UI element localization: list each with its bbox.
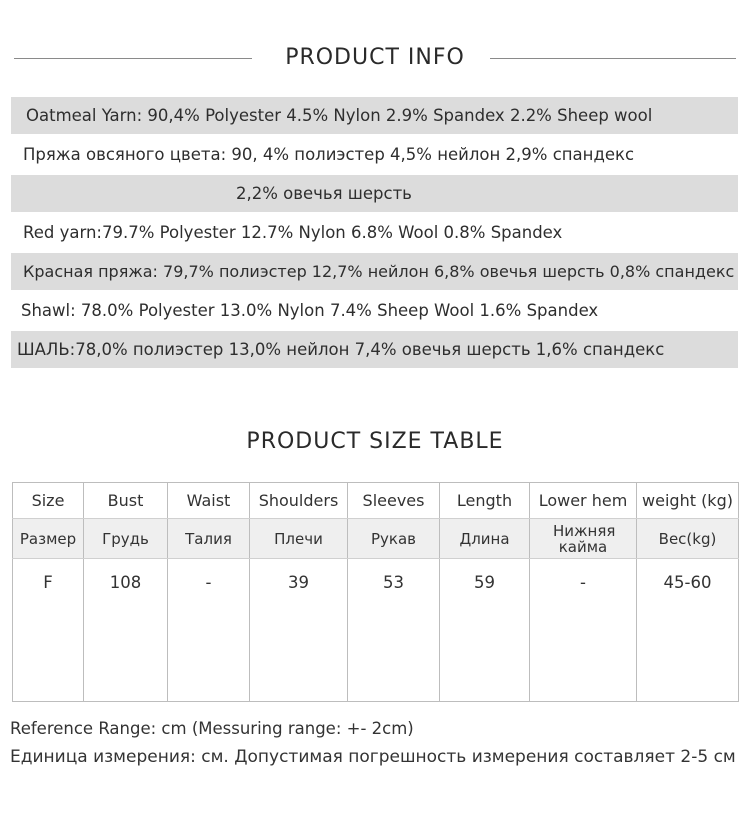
- product-info-title: PRODUCT INFO: [285, 45, 465, 70]
- header-bust: Bust: [84, 483, 168, 519]
- composition-row-shawl-en: [11, 292, 738, 329]
- composition-text: Красная пряжа: 79,7% полиэстер 12,7% нейлон 6,8% овечья шерсть 0,8% спандекс: [23, 262, 735, 281]
- composition-row-red-en: [11, 214, 738, 251]
- value-weight: 45-60: [637, 559, 739, 702]
- composition-text: ШАЛЬ:78,0% полиэстер 13,0% нейлон 7,4% овечья шерсть 1,6% спандекс: [17, 340, 665, 359]
- header-size-ru: Размер: [13, 519, 84, 559]
- value-bust: 108: [84, 559, 168, 702]
- composition-text: Shawl: 78.0% Polyester 13.0% Nylon 7.4% Sheep Wool 1.6% Spandex: [21, 301, 599, 320]
- size-table-title: PRODUCT SIZE TABLE: [246, 429, 504, 454]
- measurement-unit-note: Единица измерения: см. Допустимая погрешность измерения составляет 2-5 см: [10, 747, 736, 767]
- header-shoulders-ru: Плечи: [250, 519, 348, 559]
- composition-text: 2,2% овечья шерсть: [236, 184, 412, 203]
- header-lower-hem-ru-text: Нижняя кайма: [553, 521, 616, 556]
- value-sleeves: 53: [348, 559, 440, 702]
- composition-row-oatmeal-ru: [11, 136, 738, 173]
- header-waist-ru: Талия: [168, 519, 250, 559]
- composition-row-oatmeal-ru-cont: [11, 175, 738, 212]
- composition-text: Red yarn:79.7% Polyester 12.7% Nylon 6.8% Wool 0.8% Spandex: [23, 223, 563, 242]
- composition-text: Oatmeal Yarn: 90,4% Polyester 4.5% Nylon 2.9% Spandex 2.2% Sheep wool: [26, 106, 653, 125]
- header-sleeves-ru: Рукав: [348, 519, 440, 559]
- header-length: Length: [440, 483, 530, 519]
- header-length-ru: Длина: [440, 519, 530, 559]
- header-sleeves: Sleeves: [348, 483, 440, 519]
- composition-row-oatmeal-en: [11, 97, 738, 134]
- header-weight: weight (kg): [637, 483, 739, 519]
- table-row: [13, 559, 739, 702]
- size-table: [12, 482, 739, 702]
- composition-row-red-ru: [11, 253, 738, 290]
- reference-range-note: Reference Range: cm (Messuring range: +- 2cm): [10, 719, 414, 738]
- header-shoulders: Shoulders: [250, 483, 348, 519]
- size-table-header-en: [13, 483, 739, 519]
- value-length: 59: [440, 559, 530, 702]
- header-lower-hem-ru: [530, 519, 637, 559]
- header-lower-hem: Lower hem: [530, 483, 637, 519]
- title-divider-right: [490, 58, 736, 59]
- header-bust-ru: Грудь: [84, 519, 168, 559]
- size-table-header-ru: [13, 519, 739, 559]
- value-lower-hem: -: [530, 559, 637, 702]
- value-waist: -: [168, 559, 250, 702]
- header-weight-ru: Вес(kg): [637, 519, 739, 559]
- value-shoulders: 39: [250, 559, 348, 702]
- value-size: F: [13, 559, 84, 702]
- header-waist: Waist: [168, 483, 250, 519]
- composition-text: Пряжа овсяного цвета: 90, 4% полиэстер 4,5% нейлон 2,9% спандекс: [23, 145, 635, 164]
- header-size: Size: [13, 483, 84, 519]
- composition-row-shawl-ru: [11, 331, 738, 368]
